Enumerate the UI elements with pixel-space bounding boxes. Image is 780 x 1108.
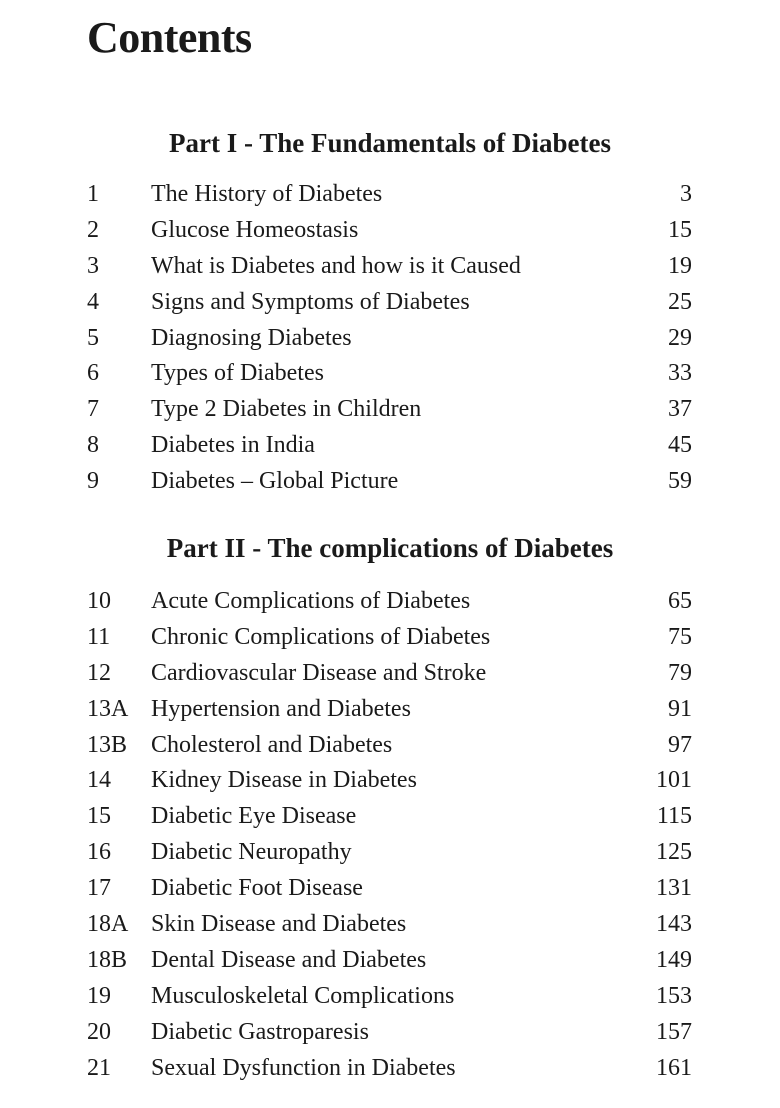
toc-entry[interactable] [0,321,780,357]
page-number: 33 [668,360,692,387]
page-number: 29 [668,324,692,351]
chapter-title: Hypertension and Diabetes [151,695,411,722]
chapter-title: Diabetic Eye Disease [151,803,357,830]
chapter-title: Kidney Disease in Diabetes [151,767,417,794]
chapter-number: 14 [87,767,111,794]
page-number: 59 [668,468,692,495]
toc-entry[interactable] [0,1051,780,1087]
chapter-number: 6 [87,360,99,387]
page-number: 101 [656,767,692,794]
chapter-number: 10 [87,588,111,614]
toc-entry[interactable] [0,692,780,728]
chapter-number: 13A [87,695,129,722]
chapter-title: Sexual Dysfunction in Diabetes [151,1054,456,1081]
toc-entry[interactable] [0,213,780,249]
toc-entry[interactable] [0,1015,780,1051]
chapter-number: 18A [87,911,129,938]
page-number: 115 [656,803,692,830]
chapter-title: Signs and Symptoms of Diabetes [151,288,470,315]
chapter-title: Diabetes – Global Picture [151,468,399,495]
toc-entry[interactable] [0,584,780,620]
chapter-title: Diagnosing Diabetes [151,324,352,351]
chapter-title: Glucose Homeostasis [151,216,359,243]
page-number: 143 [656,911,692,938]
page-number: 125 [656,839,692,866]
page-number: 45 [668,432,692,459]
toc-entry[interactable] [0,656,780,692]
part-2-chapter-list [0,584,780,1086]
chapter-title: Diabetic Neuropathy [151,839,352,866]
chapter-number: 21 [87,1054,111,1081]
page-number: 75 [668,623,692,650]
page-number: 131 [656,875,692,902]
part-1-chapter-list [0,177,780,500]
chapter-number: 11 [87,623,111,650]
chapter-title: Cardiovascular Disease and Stroke [151,659,487,686]
toc-entry[interactable] [0,392,780,428]
chapter-number: 8 [87,432,99,459]
toc-entry[interactable] [0,979,780,1015]
toc-entry[interactable] [0,428,780,464]
chapter-title: Type 2 Diabetes in Children [151,396,422,423]
page-number: 157 [656,1018,692,1045]
toc-entry[interactable] [0,943,780,979]
toc-entry[interactable] [0,835,780,871]
chapter-title: Diabetic Foot Disease [151,875,363,902]
toc-entry[interactable] [0,249,780,285]
page-title: Contents [87,13,252,62]
page-number: 19 [668,252,692,279]
toc-entry[interactable] [0,620,780,656]
page-number: 91 [668,695,692,722]
chapter-title: Chronic Complications of Diabetes [151,623,491,650]
chapter-number: 17 [87,875,111,902]
chapter-number: 2 [87,216,99,243]
chapter-title: Dental Disease and Diabetes [151,946,427,973]
chapter-number: 9 [87,468,99,495]
page-number: 25 [668,288,692,315]
chapter-number: 18B [87,946,128,973]
page-number: 149 [656,946,692,973]
chapter-number: 4 [87,288,99,315]
chapter-number: 19 [87,982,111,1009]
toc-entry[interactable] [0,871,780,907]
page-number: 3 [680,181,692,207]
chapter-number: 12 [87,659,111,686]
chapter-title: Diabetic Gastroparesis [151,1018,369,1045]
chapter-title: Musculoskeletal Complications [151,982,455,1009]
page-number: 15 [668,216,692,243]
part-1-heading: Part I - The Fundamentals of Diabetes [169,128,611,158]
toc-entry[interactable] [0,356,780,392]
toc-entry[interactable] [0,907,780,943]
chapter-number: 13B [87,731,128,758]
chapter-number: 16 [87,839,111,866]
toc-entry[interactable] [0,285,780,321]
chapter-title: Diabetes in India [151,432,315,459]
page-number: 79 [668,659,692,686]
chapter-title: Cholesterol and Diabetes [151,731,393,758]
page-number: 161 [656,1054,692,1081]
page-number: 65 [668,588,692,614]
chapter-number: 1 [87,181,99,207]
page-number: 37 [668,396,692,423]
chapter-number: 20 [87,1018,111,1045]
chapter-number: 15 [87,803,111,830]
part-2-heading: Part II - The complications of Diabetes [166,533,614,563]
chapter-title: Skin Disease and Diabetes [151,911,407,938]
chapter-title: Acute Complications of Diabetes [151,588,471,614]
chapter-number: 5 [87,324,99,351]
chapter-number: 7 [87,396,99,423]
toc-entry[interactable] [0,763,780,799]
chapter-number: 3 [87,252,99,279]
page-number: 97 [668,731,692,758]
chapter-title: What is Diabetes and how is it Caused [151,252,521,279]
toc-entry[interactable] [0,177,780,213]
toc-entry[interactable] [0,464,780,500]
page-number: 153 [656,982,692,1009]
toc-entry[interactable] [0,799,780,835]
toc-entry[interactable] [0,728,780,764]
chapter-title: Types of Diabetes [151,360,324,387]
chapter-title: The History of Diabetes [151,181,383,207]
